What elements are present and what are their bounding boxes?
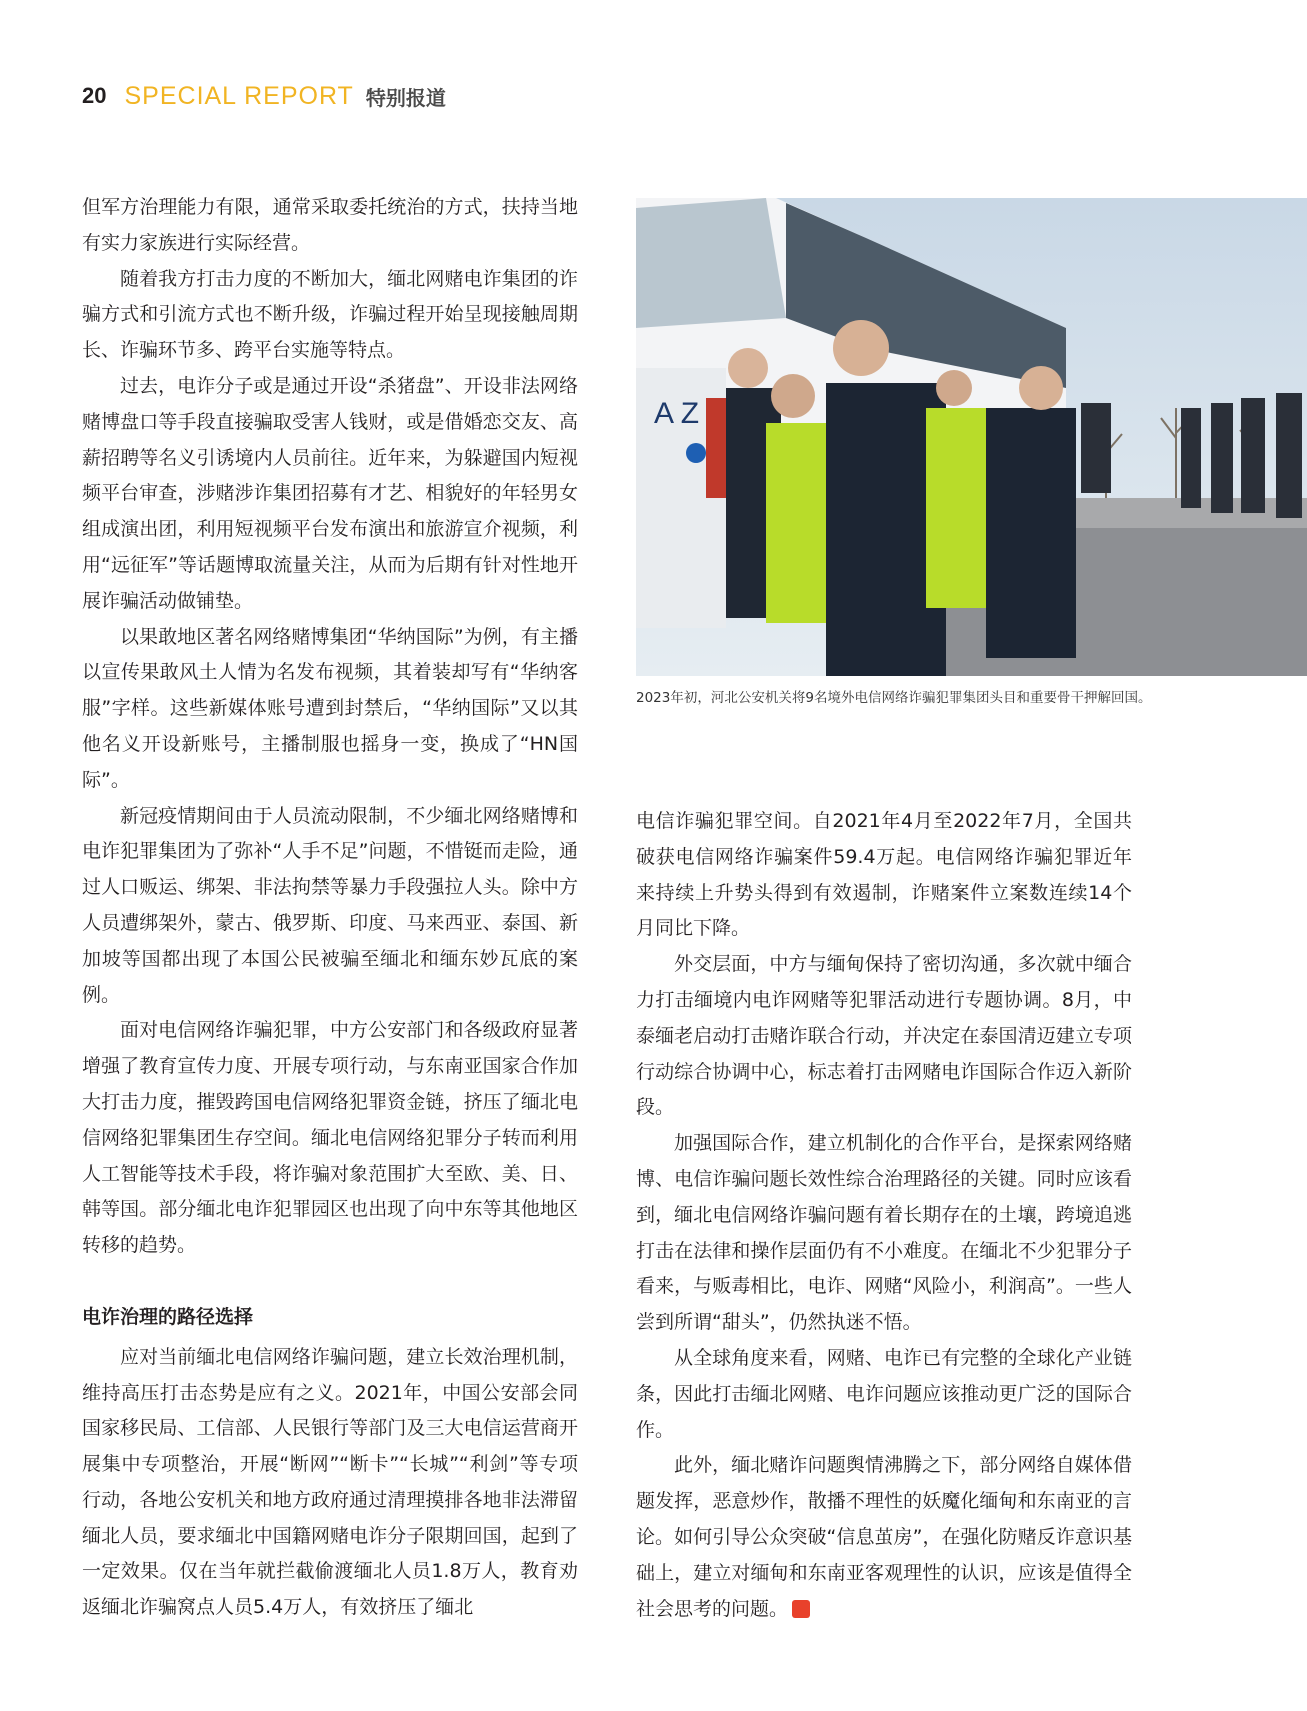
subheading: 电诈治理的路径选择 — [82, 1305, 254, 1328]
last-paragraph — [636, 1448, 1132, 1627]
paragraph: 加强国际合作，建立机制化的合作平台，是探索网络赌博、电信诈骗问题长效性综合治理路径的关键。同时应该看到，缅北电信网络诈骗问题有着长期存在的土壤，跨境追逃打击在法律和操作层面仍有不小难度。在缅北不少犯罪分子看来，与贩毒相比，电诈、网赌“风险小，利润高”。一些人尝到所谓“甜头”，仍然执迷不悟。 — [636, 1132, 1132, 1334]
paragraph: 以果敢地区著名网络赌博集团“华纳国际”为例，有主播以宣传果敢风土人情为名发布视频，其着装却写有“华纳客服”字样。这些新媒体账号遭到封禁后，“华纳国际”又以其他名义开设新账号，主播制服也摇身一变，换成了“HN国际”。 — [82, 625, 579, 791]
paragraph: 面对电信网络诈骗犯罪，中方公安部门和各级政府显著增强了教育宣传力度、开展专项行动，与东南亚国家合作加大打击力度，摧毁跨国电信网络犯罪资金链，挤压了缅北电信网络犯罪集团生存空间。缅北电信网络犯罪分子转而利用人工智能等技术手段，将诈骗对象范围扩大至欧、美、日、韩等国。部分缅北电诈犯罪园区也出现了向中东等其他地区转移的趋势。 — [82, 1019, 578, 1257]
paragraph: 电信诈骗犯罪空间。自2021年4月至2022年7月，全国共破获电信网络诈骗案件59.4万起。电信网络诈骗犯罪近年来持续上升势头得到有效遏制，诈赌案件立案数连续14个月同比下降。 — [636, 810, 1132, 940]
paragraph-text: 此外，缅北赌诈问题舆情沸腾之下，部分网络自媒体借题发挥，恶意炒作，散播不理性的妖魔化缅甸和东南亚的言论。如何引导公众突破“信息茧房”，在强化防赌反诈意识基础上，建立对缅甸和东南亚客观理性的认识，应该是值得全社会思考的问题。 — [636, 1454, 1132, 1620]
page-number: 20 — [82, 83, 107, 108]
paragraph: 随着我方打击力度的不断加大，缅北网赌电诈集团的诈骗方式和引流方式也不断升级，诈骗过程开始呈现接触周期长、诈骗环节多、跨平台实施等特点。 — [82, 267, 578, 362]
paragraph: 但军方治理能力有限，通常采取委托统治的方式，扶持当地有实力家族进行实际经营。 — [82, 196, 578, 254]
end-of-article-icon: G — [792, 1600, 810, 1618]
paragraph: 应对当前缅北电信网络诈骗问题，建立长效治理机制，维持高压打击态势是应有之义。2021年，中国公安部会同国家移民局、工信部、人民银行等部门及三大电信运营商开展集中专项整治，开展“断网”“断卡”“长城”“利剑”等专项行动，各地公安机关和地方政府通过清理摸排各地非法滞留缅北人员，要求缅北中国籍网赌电诈分子限期回国，起到了一定效果。仅在当年就拦截偷渡缅北人员1.8万人，教育劝返缅北诈骗窝点人员5.4万人，有效挤压了缅北 — [82, 1345, 578, 1619]
photo-illustration — [636, 198, 1307, 676]
paragraph: 新冠疫情期间由于人员流动限制，不少缅北网络赌博和电诈犯罪集团为了弥补“人手不足”问题，不惜铤而走险，通过人口贩运、绑架、非法拘禁等暴力手段强拉人头。除中方人员遭绑架外，蒙古、俄罗斯、印度、马来西亚、泰国、新加坡等国都出现了本国公民被骗至缅北和缅东妙瓦底的案例。 — [82, 804, 578, 1006]
page-header — [82, 76, 446, 116]
right-column — [636, 804, 1132, 1627]
paragraph: 从全球角度来看，网赌、电诈已有完整的全球化产业链条，因此打击缅北网赌、电诈问题应该推动更广泛的国际合作。 — [636, 1346, 1132, 1441]
photo-caption: 2023年初，河北公安机关将9名境外电信网络诈骗犯罪集团头目和重要骨干押解回国。 — [636, 690, 1152, 706]
section-title-cn: 特别报道 — [365, 85, 446, 110]
section-title-en: SPECIAL REPORT — [124, 81, 354, 110]
paragraph: 过去，电诈分子或是通过开设“杀猪盘”、开设非法网络赌博盘口等手段直接骗取受害人钱财，或是借婚恋交友、高薪招聘等名义引诱境内人员前往。近年来，为躲避国内短视频平台审查，涉赌涉诈集团招募有才艺、相貌好的年轻男女组成演出团，利用短视频平台发布演出和旅游宣介视频，利用“远征军”等话题博取流量关注，从而为后期有针对性地开展诈骗活动做铺垫。 — [82, 374, 578, 612]
bus-label: A Z — [654, 397, 700, 430]
left-column — [82, 190, 578, 1626]
paragraph: 外交层面，中方与缅甸保持了密切沟通，多次就中缅合力打击缅境内电诈网赌等犯罪活动进行专题协调。8月，中泰缅老启动打击赌诈联合行动，并决定在泰国清迈建立专项行动综合协调中心，标志着打击网赌电诈国际合作迈入新阶段。 — [636, 953, 1132, 1119]
news-photo — [636, 198, 1307, 676]
